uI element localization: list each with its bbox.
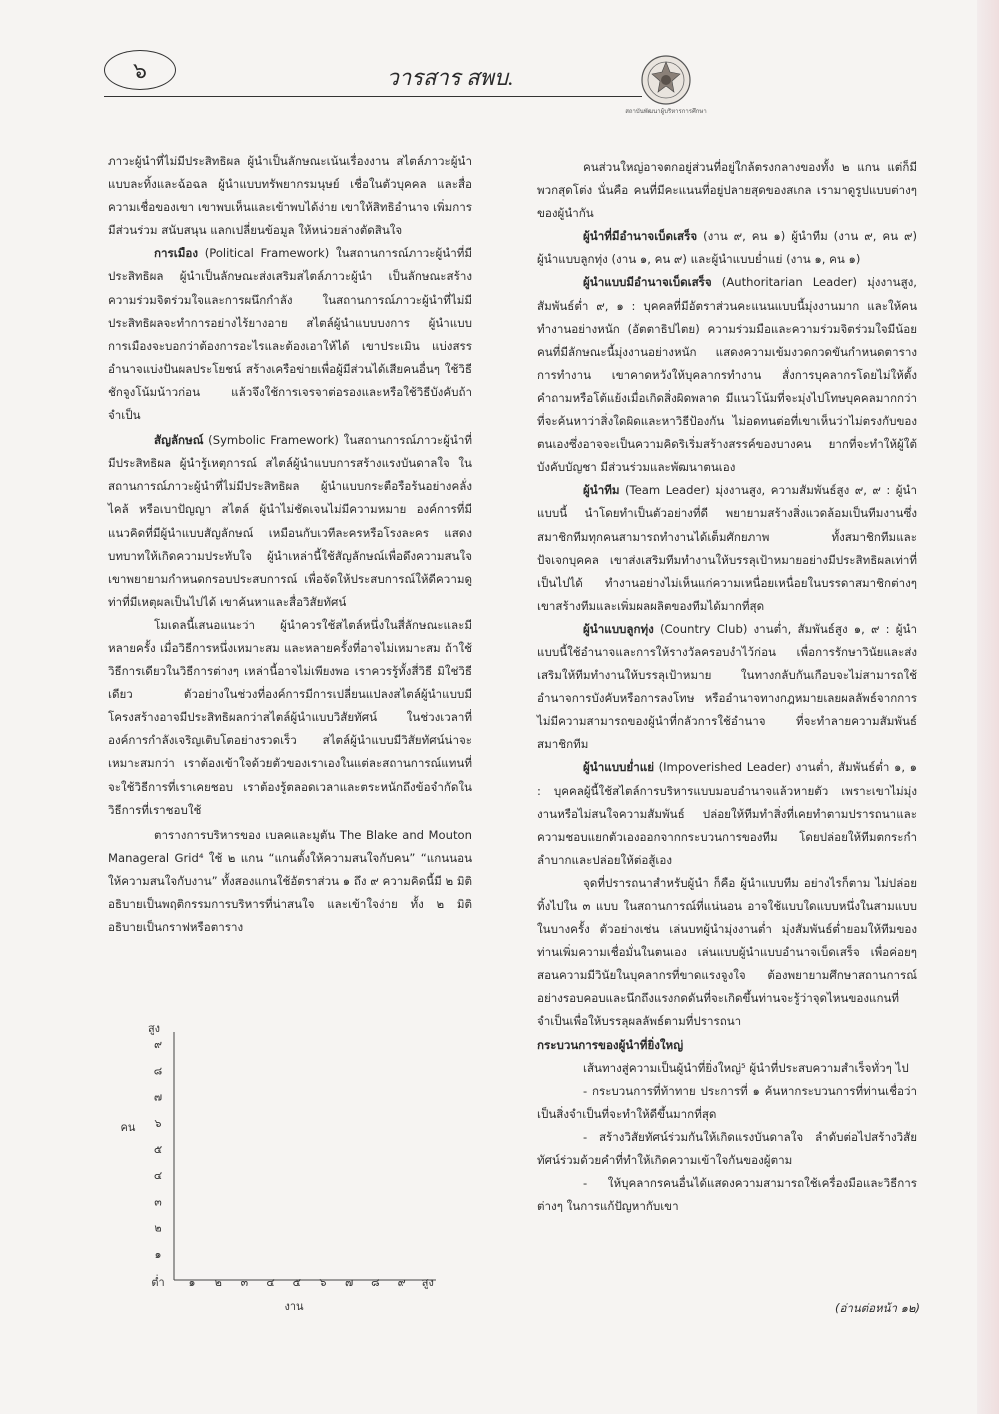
paragraph: จุดที่ปรารถนาสำหรับผู้นำ ก็คือ ผู้นำแบบทีม อย่างไรก็ตาม ไม่ปล่อยทิ้งไปใน ๓ แบบ ในสถานการณ์ที่แน่นอน อาจใช้แบบใดแบบหนึ่งในสามแบบในบางครั้ง ตัวอย่างเช่น เล่นบทผู้นำมุ่งงานต่ำ มุ่งสัมพันธ์ต่ำยอมให้ทีมของท่านเพิ่มความเชื่อมั่นในตนเอง เล่นแบบผู้นำแบบอำนาจเบ็ดเสร็จ เพื่อค่อยๆ สอนความมีวินัยในบุคลากรที่ขาดแรงจูงใจ ต้องพยายามศึกษาสถานการณ์อย่างรอบคอบและนึกถึงแรงกดดันที่จะเกิดขึ้นท่านจะรู้ว่าจุดไหนของแกนที่จำเป็นเพื่อให้บรรลุผลลัพธ์ตามที่ปรารถนา [537,875,917,1029]
paragraph [537,479,917,618]
section-heading: กระบวนการของผู้นำที่ยิ่งใหญ่ [537,1037,684,1052]
term-authoritarian: ผู้นำแบบมีอำนาจเบ็ดเสร็จ [583,275,712,290]
x-tick-label: ๔ [266,1276,275,1289]
header-rule [104,96,642,97]
paragraph [537,618,917,757]
paragraph: คนส่วนใหญ่อาจตกอยู่ส่วนที่อยู่ใกล้ตรงกลางของทั้ง ๒ แกน แต่ก็มีพวกสุดโต่ง นั่นคือ คนที่มีคะแนนที่อยู่ปลายสุดของสเกล เรามาดูรูปแบบต่างๆ ของผู้นำกัน [537,160,917,221]
journal-title: วารสาร สพบ. [386,65,514,90]
paragraph [537,271,917,479]
paragraph-text: (Country Club) งานต่ำ, สัมพันธ์สูง ๑, ๙ : ผู้นำแบบนี้ใช้อำนาจและการให้รางวัลครอบงำไว้ก่อน เพื่อการรักษาวินัยและส่งเสริมให้ทีมทำงานให้บรรลุเป้าหมาย ในทางกลับกันเกือบจะไม่สามารถใช้อำนาจการบังคับหรือการลงโทษ หรืออำนาจทางกฎหมายเลยผลลัพธ์จากการไม่มีความสามารถของผู้นำที่กลัวการใช้อำนาจ ที่จะทำลายความสัมพันธ์สมาชิกทีม [537,621,917,752]
paragraph-text: (Authoritarian Leader) มุ่งงานสูง, สัมพันธ์ต่ำ ๙, ๑ : บุคคลที่มีอัตราส่วนคะแนนแบบนี้มุ่งงานมาก และให้คนทำงานอย่างหนัก (อัตตาธิปไตย) ความร่วมมือและความร่วมจิตร่วมใจมีน้อย คนที่มีลักษณะนี้มุ่งงานอย่างหนัก แสดงความเข้มงวดกวดขันกำหนดตารางการทำงาน เขาคาดหวังให้บุคลากรทำงาน สั่งการบุคลากรโดยไม่ให้ตั้งคำถามหรือโต้แย้งเมื่อเกิดสิ่งผิดพลาด มีแนวโน้มที่จะมุ่งไปโทษบุคคลมากกว่าที่จะค้นหาว่าสิ่งใดผิดและหาวิธีป้องกัน ไม่อดทนต่อที่เขาเห็นว่าไม่ตรงกับของตนเองซึ่งอาจจะเป็นความคิดริเริ่มสร้างสรรค์ของบางคน ยากที่จะทำให้ผู้ใต้บังคับบัญชา มีส่วนร่วมและพัฒนาตนเอง [537,275,917,475]
paragraph-text: (Impoverished Leader) งานต่ำ, สัมพันธ์ต่ำ ๑, ๑ : บุคคลผู้นี้ใช้สไตล์การบริหารแบบมอบอำนาจแล้วหายตัว เพราะเขาไม่มุ่งงานหรือไม่สนใจความสัมพันธ์ ปล่อยให้ทีมทำสิ่งที่เคยทำตามปรารถนาและความชอบแยกตัวเองออกจากกระบวนการของทีม โดยปล่อยให้ทีมตกระกำลำบากและปล่อยให้ต่อสู้เอง [537,760,917,867]
logo-caption: สถาบันพัฒนาผู้บริหารการศึกษา [625,108,707,115]
paragraph: ตารางการบริหารของ เบลคและมูตัน The Blake and Mouton Manageral Grid⁴ ใช้ ๒ แกน “แกนตั้งให้ความสนใจกับคน” “แกนนอนให้ความสนใจกับงาน” ทั้งสองแกนใช้อัตราส่วน ๑ ถึง ๙ ความคิดนี้มี ๒ มิติ อธิบายเป็นพฤติกรรมการบริหารที่น่าสนใจ และเข้าใจง่าย ทั้ง ๒ มิติ อธิบายเป็นกราฟหรือตาราง [108,827,472,935]
paragraph-text: (Symbolic Framework) ในสถานการณ์ภาวะผู้นำที่มีประสิทธิผล ผู้นำรู้เหตุการณ์ สไตล์ผู้นำแบบการสร้างแรงบันดาลใจ ในสถานการณ์ภาวะผู้นำที่ไม่มีประสิทธิผล ผู้นำแบบกระตือรือร้นอย่างคลั่งไคล้ หรือเบาปัญญา สไตล์ ผู้นำไม่ชัดเจนไม่มีความหมาย องค์การที่มีแนวคิดที่มีผู้นำแบบสัญลักษณ์ เหมือนกับเวทีละครหรือโรงละคร แสดงบทบาทให้เกิดความประทับใจ ผู้นำเหล่านี้ใช้สัญลักษณ์เพื่อดึงความสนใจ เขาพยายามกำหนดกรอบประสบการณ์ เพื่อจัดให้ประสบการณ์ให้ดีความดูท่าที่มีเหตุผลเป็นไปได้ เขาค้นหาและสื่อวิสัยทัศน์ [108,433,472,609]
paragraph-text: (Team Leader) มุ่งงานสูง, ความสัมพันธ์สูง ๙, ๙ : ผู้นำแบบนี้ นำโดยทำเป็นตัวอย่างที่ดี พยายามสร้างสิ่งแวดล้อมเป็นทีมงานซึ่งสมาชิกทีมทุกคนสามารถทำงานได้เต็มศักยภาพ ทั้งสมาชิกทีมและปัจเจกบุคคล เขาส่งเสริมทีมทำงานให้บรรลุเป้าหมายอย่างมีประสิทธิผลเท่าที่เป็นไปได้ ทำงานอย่างไม่เห็นแก่ความเหนื่อยเหนื่อยในบรรดาสมาชิกต่างๆ เขาสร้างทีมและเพิ่มผลผลิตของทีมได้มากที่สุด [537,483,917,613]
paragraph-text: (งาน ๙, คน ๑) ผู้นำทีม (งาน ๙, คน ๙) ผู้นำแบบลูกทุ่ง (งาน ๑, คน ๙) และผู้นำแบบย่ำแย่ (งาน ๑, คน ๑) [537,229,917,267]
x-tick-label: ๕ [292,1276,301,1289]
term-political: การเมือง [154,246,198,261]
paragraph: เส้นทางสู่ความเป็นผู้นำที่ยิ่งใหญ่⁵ ผู้นำที่ประสบความสำเร็จทั่วๆ ไป [583,1060,909,1075]
page-edge [977,0,999,1414]
y-tick-label: ๔ [153,1169,163,1183]
y-axis-high-label: สูง [147,1022,161,1035]
y-tick-label: ๒ [154,1221,162,1235]
y-tick-label: ๕ [153,1143,163,1156]
x-axis-low-label: ต่ำ [151,1276,165,1289]
term-country-club: ผู้นำแบบลูกทุ่ง [583,621,654,636]
x-tick-label: ๒ [214,1276,222,1289]
paragraph [108,242,472,427]
left-column [108,150,472,939]
term-leader-types: ผู้นำที่มีอำนาจเบ็ดเสร็จ [583,229,698,244]
y-axis-label: คน [120,1120,136,1134]
managerial-grid-chart [106,1012,506,1322]
x-tick-label: ๙ [397,1276,406,1289]
x-tick-label: ๘ [371,1276,380,1289]
list-item: - กระบวนการที่ท้าทาย ประการที่ ๑ ค้นหากระบวนการที่ท่านเชื่อว่าเป็นสิ่งจำเป็นที่จะทำให้ดีขึ้นมากที่สุด [537,1083,917,1121]
paragraph [108,429,472,614]
x-tick-label: ๑ [188,1276,196,1289]
y-tick-label: ๙ [153,1038,163,1052]
paragraph [537,225,917,271]
x-axis-label: งาน [284,1300,304,1313]
paragraph-text: (Political Framework) ในสถานการณ์ภาวะผู้นำที่มีประสิทธิผล ผู้นำเป็นลักษณะส่งเสริมสไตล์ภาวะผู้นำ เป็นลักษณะสร้างความร่วมจิตร่วมใจและการผนึกกำลัง ในสถานการณ์ภาวะผู้นำที่ไม่มีประสิทธิผลจะทำการอย่างไร้ยางอาย สไตล์ผู้นำแบบบงการ ผู้นำแบบการเมืองจะบอกว่าต้องการอะไรและต้องเอาให้ได้ เขาประเมิน แบ่งสรรอำนาจแบ่งปันผลประโยชน์ สร้างเครือข่ายเพื่อผู้มีส่วนได้เสียคนอื่นๆ ใช้วิธีชักจูงโน้มน้าวก่อน แล้วจึงใช้การเจรจาต่อรองและหรือใช้วิธีบังคับถ้าจำเป็น [108,246,472,423]
y-tick-label: ๓ [154,1195,162,1209]
x-tick-label: ๓ [240,1276,249,1289]
page-number [104,50,176,90]
term-team-leader: ผู้นำทีม [583,483,620,498]
paragraph [537,756,917,871]
x-tick-label: ๗ [345,1276,354,1289]
x-tick-label: ๖ [319,1276,327,1289]
y-tick-label: ๗ [153,1090,163,1104]
term-impoverished: ผู้นำแบบย่ำแย่ [583,760,654,775]
y-tick-label: ๖ [154,1116,162,1130]
right-column [537,156,917,1218]
paragraph: โมเดลนี้เสนอแนะว่า ผู้นำควรใช้สไตล์หนึ่งในสี่ลักษณะและมีหลายครั้ง เมื่อวิธีการหนึ่งเหมาะสม และหลายครั้งที่อาจไม่เหมาะสม ถ้าใช้วิธีการเดียวในวิธีการต่างๆ เหล่านี้อาจไม่เพียงพอ เราควรรู้ทั้งสี่วิธี มิใช่วิธีเดียว ตัวอย่างในช่วงที่องค์การมีการเปลี่ยนแปลงสไตล์ผู้นำแบบมีโครงสร้างอาจมีประสิทธิผลกว่าสไตล์ผู้นำแบบวิสัยทัศน์ ในช่วงเวลาที่องค์การกำลังเจริญเติบโตอย่างรวดเร็ว สไตล์ผู้นำแบบมีวิสัยทัศน์น่าจะเหมาะสมกว่า เราต้องเข้าใจด้วยตัวของเราเองในแต่ละสถานการณ์แทนที่จะใช้วิธีการที่เราเคยชอบ เราต้องรู้ตลอดเวลาและตระหนักถึงข้อจำกัดในวิธีการที่เราชอบใช้ [108,617,472,817]
list-item: - สร้างวิสัยทัศน์ร่วมกันให้เกิดแรงบันดาลใจ ลำดับต่อไปสร้างวิสัยทัศน์ร่วมด้วยคำที่ทำให้เกิดความเข้าใจกันของผู้ตาม [537,1129,917,1168]
term-symbolic: สัญลักษณ์ [154,433,204,448]
institute-seal-icon [640,54,692,108]
x-axis-high-label: สูง [421,1276,434,1289]
grid-svg [106,1012,506,1322]
paragraph: ภาวะผู้นำที่ไม่มีประสิทธิผล ผู้นำเป็นลักษณะเน้นเรื่องงาน สไตล์ภาวะผู้นำแบบละทิ้งและฉ้อฉล ผู้นำแบบทรัพยากรมนุษย์ เชื่อในตัวบุคคล และสื่อความเชื่อของเขา เขาพบเห็นและเข้าพบได้ง่าย เขาให้สิทธิอำนาจ เพิ่มการมีส่วนร่วม สนับสนุน แลกเปลี่ยนข้อมูล ให้หน่วยล่างตัดสินใจ [108,154,472,238]
y-tick-label: ๘ [153,1064,163,1078]
continue-note: (อ่านต่อหน้า ๑๒) [834,1301,920,1315]
list-item: - ให้บุคลากรคนอื่นได้แสดงความสามารถใช้เครื่องมือและวิธีการต่างๆ ในการแก้ปัญหากับเขา [537,1176,917,1214]
page-number-text: ๖ [133,58,147,84]
y-tick-label: ๑ [154,1247,162,1261]
